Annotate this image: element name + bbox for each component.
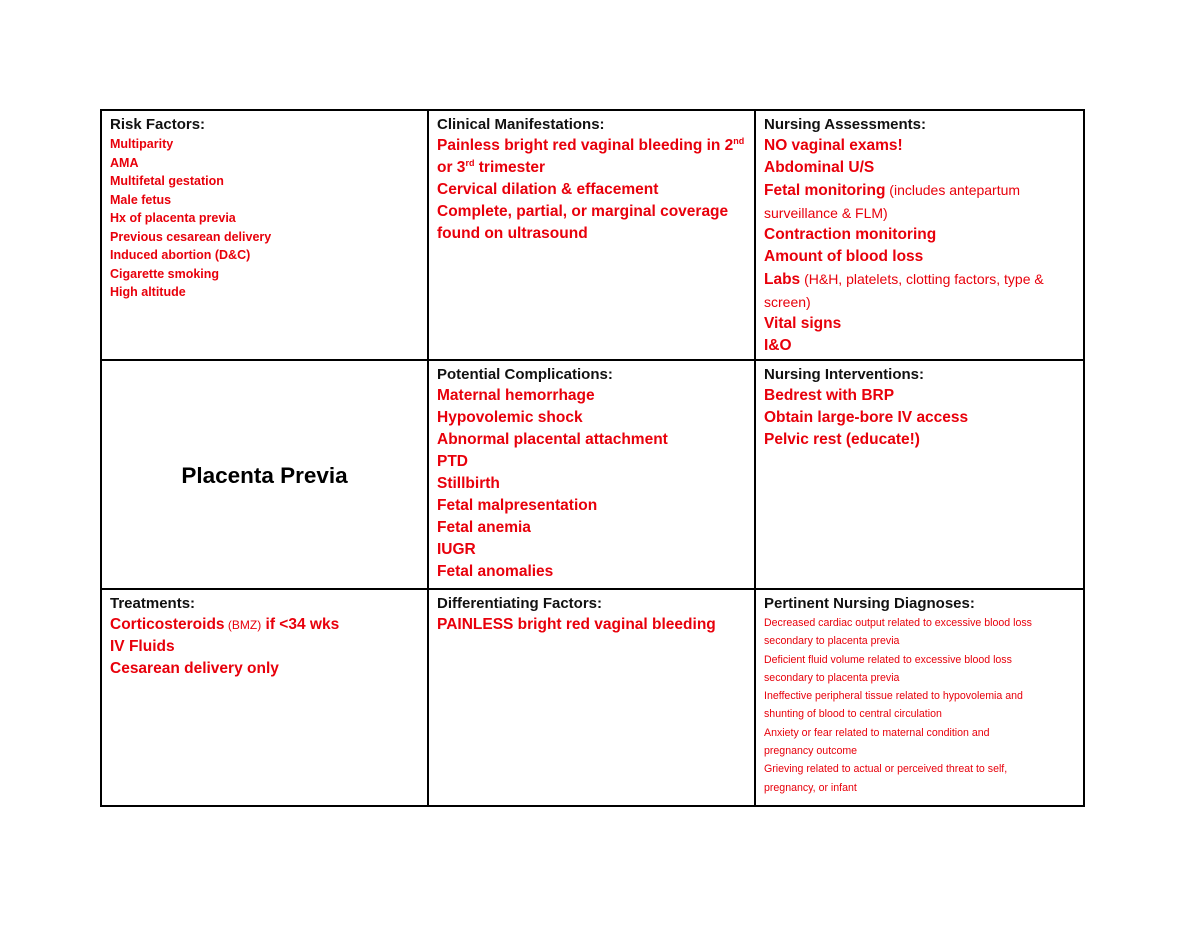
nursing-diagnoses-header: Pertinent Nursing Diagnoses: [764, 595, 975, 612]
list-item: PTD [437, 453, 468, 470]
treatments-list [110, 614, 419, 680]
list-item: High altitude [110, 285, 186, 299]
list-item: Obtain large-bore IV access [764, 409, 969, 426]
page-title-cell [101, 360, 428, 589]
clinical-manifestations-header: Clinical Manifestations: [437, 116, 605, 133]
list-item: Decreased cardiac output related to excessive blood loss [764, 617, 1032, 629]
list-item: AMA [110, 155, 139, 170]
list-item: secondary to placenta previa [764, 671, 900, 684]
list-item: Cesarean delivery only [110, 660, 279, 677]
list-item: pregnancy, or infant [764, 781, 857, 794]
list-item: Multiparity [110, 137, 174, 151]
risk-factors-cell [101, 110, 428, 360]
nursing-assessments-list [764, 135, 1075, 357]
nursing-interventions-cell [755, 360, 1084, 589]
list-item: Grieving related to actual or perceived threat to self, [764, 763, 1008, 776]
nursing-diagnoses-cell [755, 589, 1084, 806]
differentiating-factors-list [437, 614, 746, 636]
potential-complications-header: Potential Complications: [437, 366, 613, 383]
treatments-cell [101, 589, 428, 806]
list-item: Painless bright red vaginal bleeding in 2nd [437, 135, 745, 154]
list-item: Maternal hemorrhage [437, 387, 595, 404]
list-item: Fetal malpresentation [437, 497, 598, 514]
list-item: Vital signs [764, 315, 842, 332]
nursing-diagnoses-list [764, 614, 1075, 797]
list-item: PAINLESS bright red vaginal bleeding [437, 616, 716, 633]
list-item: Anxiety or fear related to maternal condition and [764, 726, 990, 739]
nursing-interventions-header: Nursing Interventions: [764, 366, 925, 383]
concept-map-table [100, 109, 1085, 807]
list-item: Induced abortion (D&C) [110, 248, 251, 262]
page-title: Placenta Previa [181, 462, 348, 488]
list-item: Male fetus [110, 192, 172, 207]
nursing-assessments-cell [755, 110, 1084, 360]
clinical-manifestations-list [437, 135, 746, 245]
list-item: Fetal anemia [437, 519, 531, 536]
list-item: Corticosteroids (BMZ) if <34 wks [110, 616, 340, 633]
list-item: Hypovolemic shock [437, 409, 583, 426]
differentiating-factors-cell [428, 589, 755, 806]
list-item: Fetal anomalies [437, 563, 554, 580]
nursing-interventions-list [764, 385, 1075, 451]
list-item: surveillance & FLM) [764, 205, 888, 221]
potential-complications-list [437, 385, 746, 583]
list-item: IV Fluids [110, 638, 175, 655]
nursing-assessments-header: Nursing Assessments: [764, 116, 926, 133]
treatments-header: Treatments: [110, 595, 196, 612]
list-item: Stillbirth [437, 475, 500, 492]
list-item: Hx of placenta previa [110, 211, 236, 225]
list-item: I&O [764, 337, 792, 354]
list-item: found on ultrasound [437, 225, 588, 242]
list-item: screen) [764, 294, 811, 310]
list-item: Abdominal U/S [764, 159, 875, 176]
list-item: secondary to placenta previa [764, 635, 900, 648]
list-item: pregnancy outcome [764, 745, 858, 758]
risk-factors-list [110, 135, 419, 302]
list-item: Multifetal gestation [110, 174, 224, 188]
list-item: Deficient fluid volume related to excessive blood loss [764, 653, 1012, 666]
list-item: Fetal monitoring (includes antepartum [764, 182, 1021, 199]
list-item: Previous cesarean delivery [110, 229, 272, 244]
list-item: Contraction monitoring [764, 226, 937, 243]
list-item: NO vaginal exams! [764, 137, 903, 154]
list-item: Labs (H&H, platelets, clotting factors, type & [764, 271, 1044, 288]
clinical-manifestations-cell [428, 110, 755, 360]
list-item: Amount of blood loss [764, 248, 924, 265]
list-item: shunting of blood to central circulation [764, 708, 942, 721]
list-item: IUGR [437, 541, 476, 558]
list-item: Ineffective peripheral tissue related to hypovolemia and [764, 690, 1023, 703]
differentiating-factors-header: Differentiating Factors: [437, 595, 603, 612]
list-item: Cigarette smoking [110, 266, 220, 281]
list-item: Complete, partial, or marginal coverage [437, 203, 729, 220]
list-item: Abnormal placental attachment [437, 431, 668, 448]
list-item: Cervical dilation & effacement [437, 181, 659, 198]
risk-factors-header: Risk Factors: [110, 116, 206, 133]
potential-complications-cell [428, 360, 755, 589]
list-item: or 3rd trimester [437, 157, 546, 176]
list-item: Bedrest with BRP [764, 387, 895, 404]
list-item: Pelvic rest (educate!) [764, 431, 920, 448]
